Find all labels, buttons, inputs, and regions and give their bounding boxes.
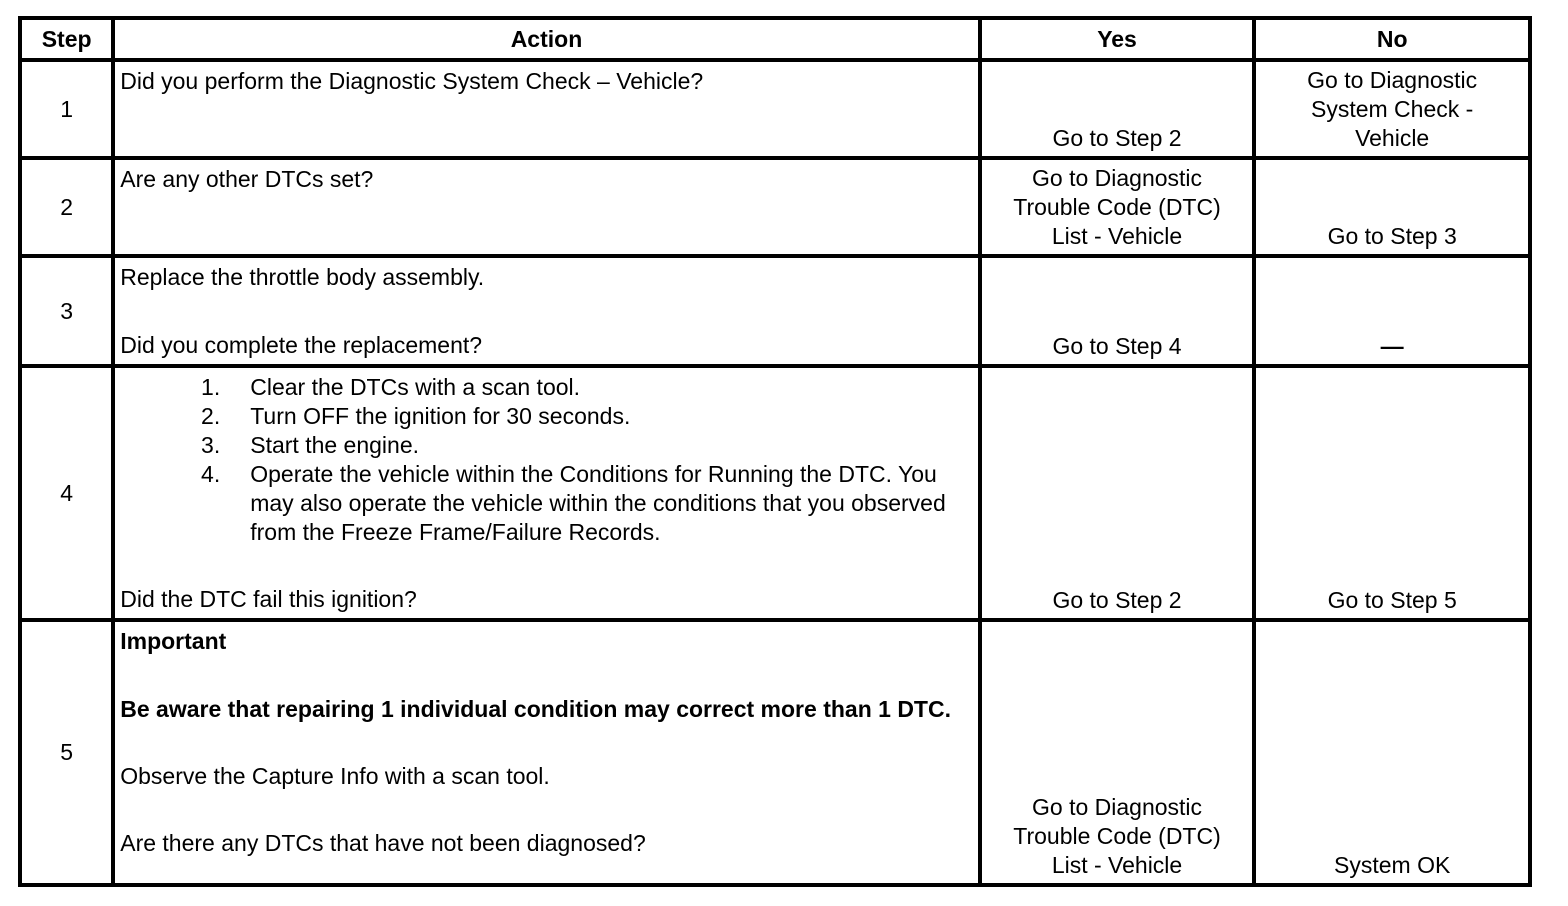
table-row	[20, 366, 1530, 620]
no-result-dash: —	[1380, 333, 1404, 359]
no-result-text: Go to Step 5	[1327, 587, 1457, 613]
yes-result	[980, 60, 1255, 158]
no-result	[1254, 60, 1530, 158]
yes-result-text: Go to Step 2	[1052, 587, 1182, 613]
list-number: 2.	[201, 403, 221, 429]
action-cell	[113, 620, 979, 885]
list-number: 3.	[201, 432, 221, 458]
action-question: Are there any DTCs that have not been diagnosed?	[120, 830, 646, 856]
no-result	[1254, 158, 1530, 256]
action-text: Are any other DTCs set?	[113, 158, 979, 256]
list-item	[120, 373, 975, 402]
diagnostic-table-container	[18, 16, 1532, 887]
list-number: 1.	[201, 374, 221, 400]
no-result	[1254, 620, 1530, 885]
no-result-text: Go to Step 3	[1327, 223, 1457, 249]
no-result	[1254, 366, 1530, 620]
header-yes: Yes	[980, 18, 1255, 60]
spacer	[120, 656, 975, 695]
action-text: Did you perform the Diagnostic System Check – Vehicle?	[113, 60, 979, 158]
table-row	[20, 158, 1530, 256]
action-text: Observe the Capture Info with a scan tool.	[120, 763, 550, 789]
action-question: Did you complete the replacement?	[120, 332, 483, 358]
header-action: Action	[113, 18, 979, 60]
list-text: Clear the DTCs with a scan tool.	[250, 374, 581, 400]
spacer	[120, 724, 975, 762]
action-cell	[113, 366, 979, 620]
list-number: 4.	[201, 461, 221, 487]
step-number: 1	[20, 60, 113, 158]
no-result-text: Go to Diagnostic System Check - Vehicle	[1307, 67, 1478, 151]
diagnostic-table	[18, 16, 1532, 887]
spacer	[120, 791, 975, 829]
spacer	[120, 292, 975, 331]
list-item	[120, 402, 975, 431]
table-header-row	[20, 18, 1530, 60]
no-result-text: System OK	[1334, 852, 1451, 878]
table-row	[20, 60, 1530, 158]
spacer	[120, 547, 975, 585]
yes-result-text: Go to Step 4	[1052, 333, 1182, 359]
table-row	[20, 620, 1530, 885]
header-step: Step	[20, 18, 113, 60]
header-no: No	[1254, 18, 1530, 60]
important-note: Be aware that repairing 1 individual condition may correct more than 1 DTC.	[120, 696, 951, 722]
important-label: Important	[120, 628, 227, 654]
yes-result	[980, 256, 1255, 366]
list-item	[120, 460, 975, 547]
action-question: Did the DTC fail this ignition?	[120, 586, 417, 612]
step-number: 5	[20, 620, 113, 885]
list-text: Operate the vehicle within the Conditions for Running the DTC. You may also operate the vehicle within the conditions that you observed from the Freeze Frame/Failure Records.	[250, 461, 946, 545]
yes-result-text: Go to Diagnostic Trouble Code (DTC) List - Vehicle	[1013, 165, 1221, 249]
no-result	[1254, 256, 1530, 366]
yes-result	[980, 620, 1255, 885]
yes-result-text: Go to Diagnostic Trouble Code (DTC) List - Vehicle	[1013, 794, 1221, 878]
step-number: 2	[20, 158, 113, 256]
procedure-list	[120, 373, 975, 547]
action-text: Replace the throttle body assembly.	[120, 264, 485, 290]
list-item	[120, 431, 975, 460]
yes-result	[980, 366, 1255, 620]
list-text: Start the engine.	[250, 432, 420, 458]
step-number: 4	[20, 366, 113, 620]
list-text: Turn OFF the ignition for 30 seconds.	[250, 403, 631, 429]
yes-result	[980, 158, 1255, 256]
action-cell	[113, 256, 979, 366]
table-row	[20, 256, 1530, 366]
step-number: 3	[20, 256, 113, 366]
yes-result-text: Go to Step 2	[1052, 125, 1182, 151]
